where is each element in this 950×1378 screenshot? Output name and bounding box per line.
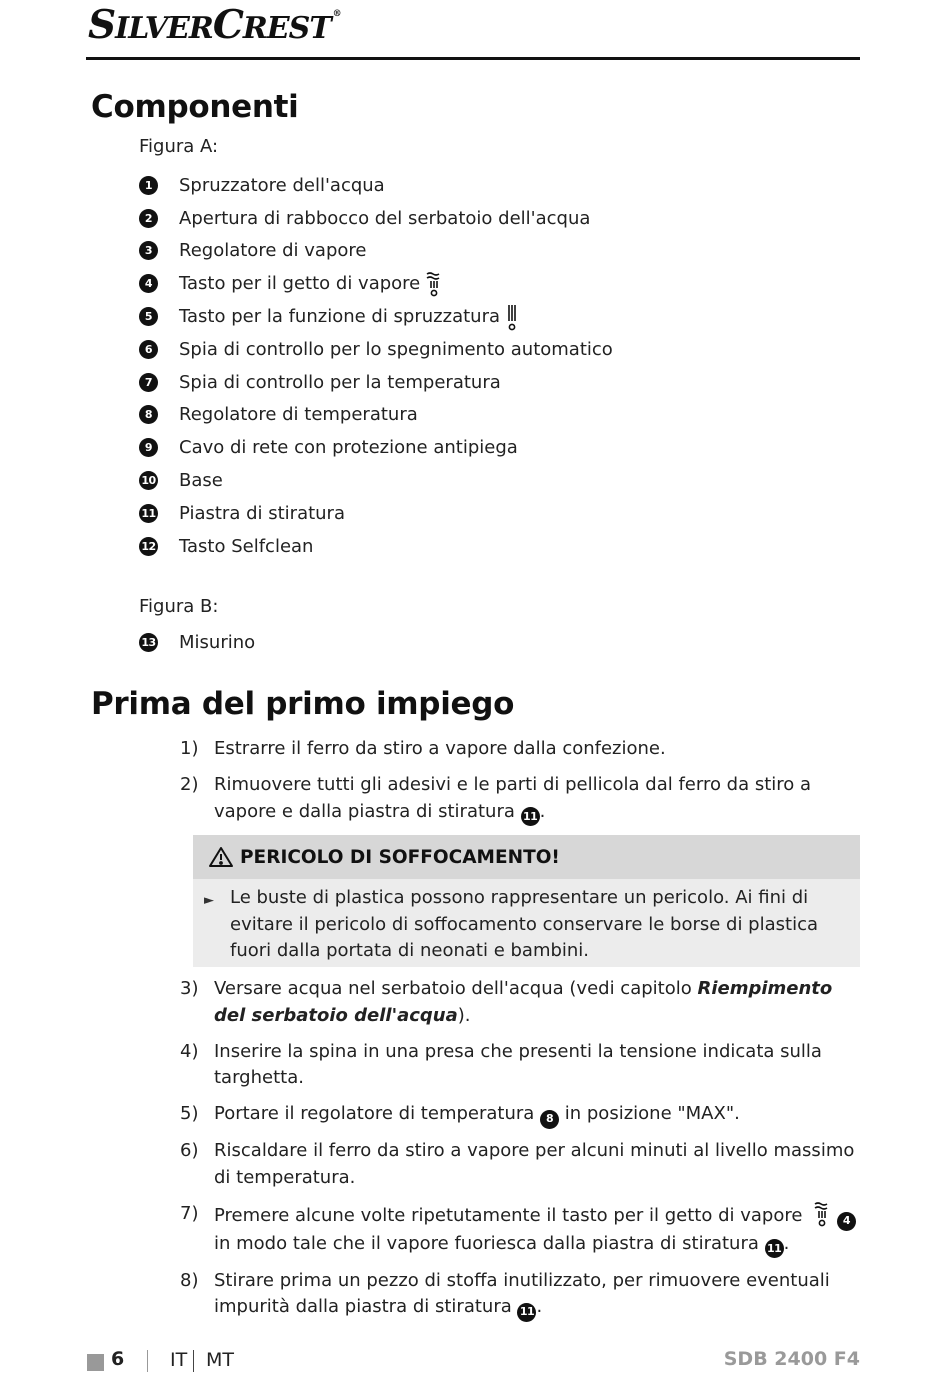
- step-item: 6) Riscaldare il ferro da stiro a vapore per alcuni minuti al livello massimo di temperatura.: [180, 1140, 855, 1188]
- spray-icon: [505, 303, 519, 331]
- number-badge: 5: [139, 307, 158, 326]
- component-item: 12 Tasto Selfclean: [139, 530, 613, 563]
- component-item: 10 Base: [139, 464, 613, 497]
- warning-title: PERICOLO DI SOFFOCAMENTO!: [240, 846, 560, 868]
- number-badge: 10: [139, 471, 158, 490]
- number-badge: 7: [139, 373, 158, 392]
- component-item: 8 Regolatore di temperatura: [139, 399, 613, 432]
- number-badge: 11: [517, 1303, 536, 1322]
- number-badge: 3: [139, 241, 158, 260]
- warning-text: ► Le buste di plastica possono rappresentare un pericolo. Ai fini di evitare il pericolo di soffocamento conservare le borse di plastica fuori dalla portata di neonati e bambini.: [204, 887, 819, 961]
- page-number: 6: [111, 1348, 125, 1370]
- header-rule: [86, 57, 860, 60]
- section-title-componenti: Componenti: [91, 89, 299, 125]
- component-item: 5 Tasto per la funzione di spruzzatura: [139, 300, 613, 333]
- number-badge: 12: [139, 537, 158, 556]
- step-item: 8) Stirare prima un pezzo di stoffa inutilizzato, per rimuovere eventuali impurità dalla piastra di stiratura 11 .: [180, 1268, 860, 1322]
- number-badge: 8: [139, 405, 158, 424]
- number-badge: 4: [139, 274, 158, 293]
- step-item: 7) Premere alcune volte ripetutamente il tasto per il getto di vapore 4 in modo tale che il vapore fuoriesca dalla piastra di stiratura 11 .: [180, 1201, 860, 1259]
- step-item: 2) Rimuovere tutti gli adesivi e le parti di pellicola dal ferro da stiro a vapore e dalla piastra di stiratura 11 .: [180, 772, 860, 826]
- step-item: 5) Portare il regolatore di temperatura 8 in posizione "MAX".: [180, 1101, 860, 1129]
- component-item: 2 Apertura di rabbocco del serbatoio dell'acqua: [139, 202, 613, 235]
- number-badge: 11: [139, 504, 158, 523]
- number-badge: 2: [139, 209, 158, 228]
- component-item: 3 Regolatore di vapore: [139, 235, 613, 268]
- step-item: 4) Inserire la spina in una presa che presenti la tensione indicata sulla targhetta.: [180, 1040, 822, 1088]
- footer-divider: [193, 1350, 194, 1372]
- component-item: 11 Piastra di stiratura: [139, 497, 613, 530]
- figure-b-label: Figura B:: [139, 596, 219, 617]
- steam-burst-icon: [425, 271, 443, 297]
- steps-list-continued: [180, 976, 860, 1322]
- language-code: MT: [206, 1349, 234, 1371]
- language-code: IT: [170, 1349, 188, 1371]
- number-badge: 1: [139, 176, 158, 195]
- section-title-prima-del-primo-impiego: Prima del primo impiego: [91, 686, 515, 722]
- component-item: 6 Spia di controllo per lo spegnimento automatico: [139, 333, 613, 366]
- bullet-arrow-icon: ►: [204, 893, 214, 908]
- number-badge: 4: [837, 1212, 856, 1231]
- steps-list: [180, 736, 860, 826]
- model-number: SDB 2400 F4: [723, 1348, 860, 1370]
- number-badge: 9: [139, 438, 158, 457]
- component-item: 1 Spruzzatore dell'acqua: [139, 169, 613, 202]
- warning-triangle-icon: [208, 846, 234, 868]
- step-item: 3) Versare acqua nel serbatoio dell'acqua (vedi capitolo Riempimento del serbatoio dell'acqua).: [180, 978, 833, 1026]
- component-item: 9 Cavo di rete con protezione antipiega: [139, 431, 613, 464]
- component-item: 7 Spia di controllo per la temperatura: [139, 366, 613, 399]
- number-badge: 11: [765, 1239, 784, 1258]
- number-badge: 8: [540, 1110, 559, 1129]
- brand-logo: SILVERCREST ®: [88, 2, 341, 48]
- footer-divider: [147, 1350, 148, 1372]
- warning-box: [193, 835, 860, 967]
- component-list-figure-b: [139, 626, 255, 659]
- figure-a-label: Figura A:: [139, 136, 219, 157]
- component-item: 4 Tasto per il getto di vapore: [139, 267, 613, 300]
- number-badge: 11: [521, 807, 540, 826]
- footer-square-marker: [87, 1354, 104, 1371]
- steam-burst-icon: [813, 1201, 831, 1227]
- step-item: 1) Estrarre il ferro da stiro a vapore dalla confezione.: [180, 738, 666, 759]
- warning-header: [193, 835, 860, 879]
- number-badge: 6: [139, 340, 158, 359]
- component-list: [139, 169, 613, 563]
- component-item: 13 Misurino: [139, 626, 255, 659]
- number-badge: 13: [139, 633, 158, 652]
